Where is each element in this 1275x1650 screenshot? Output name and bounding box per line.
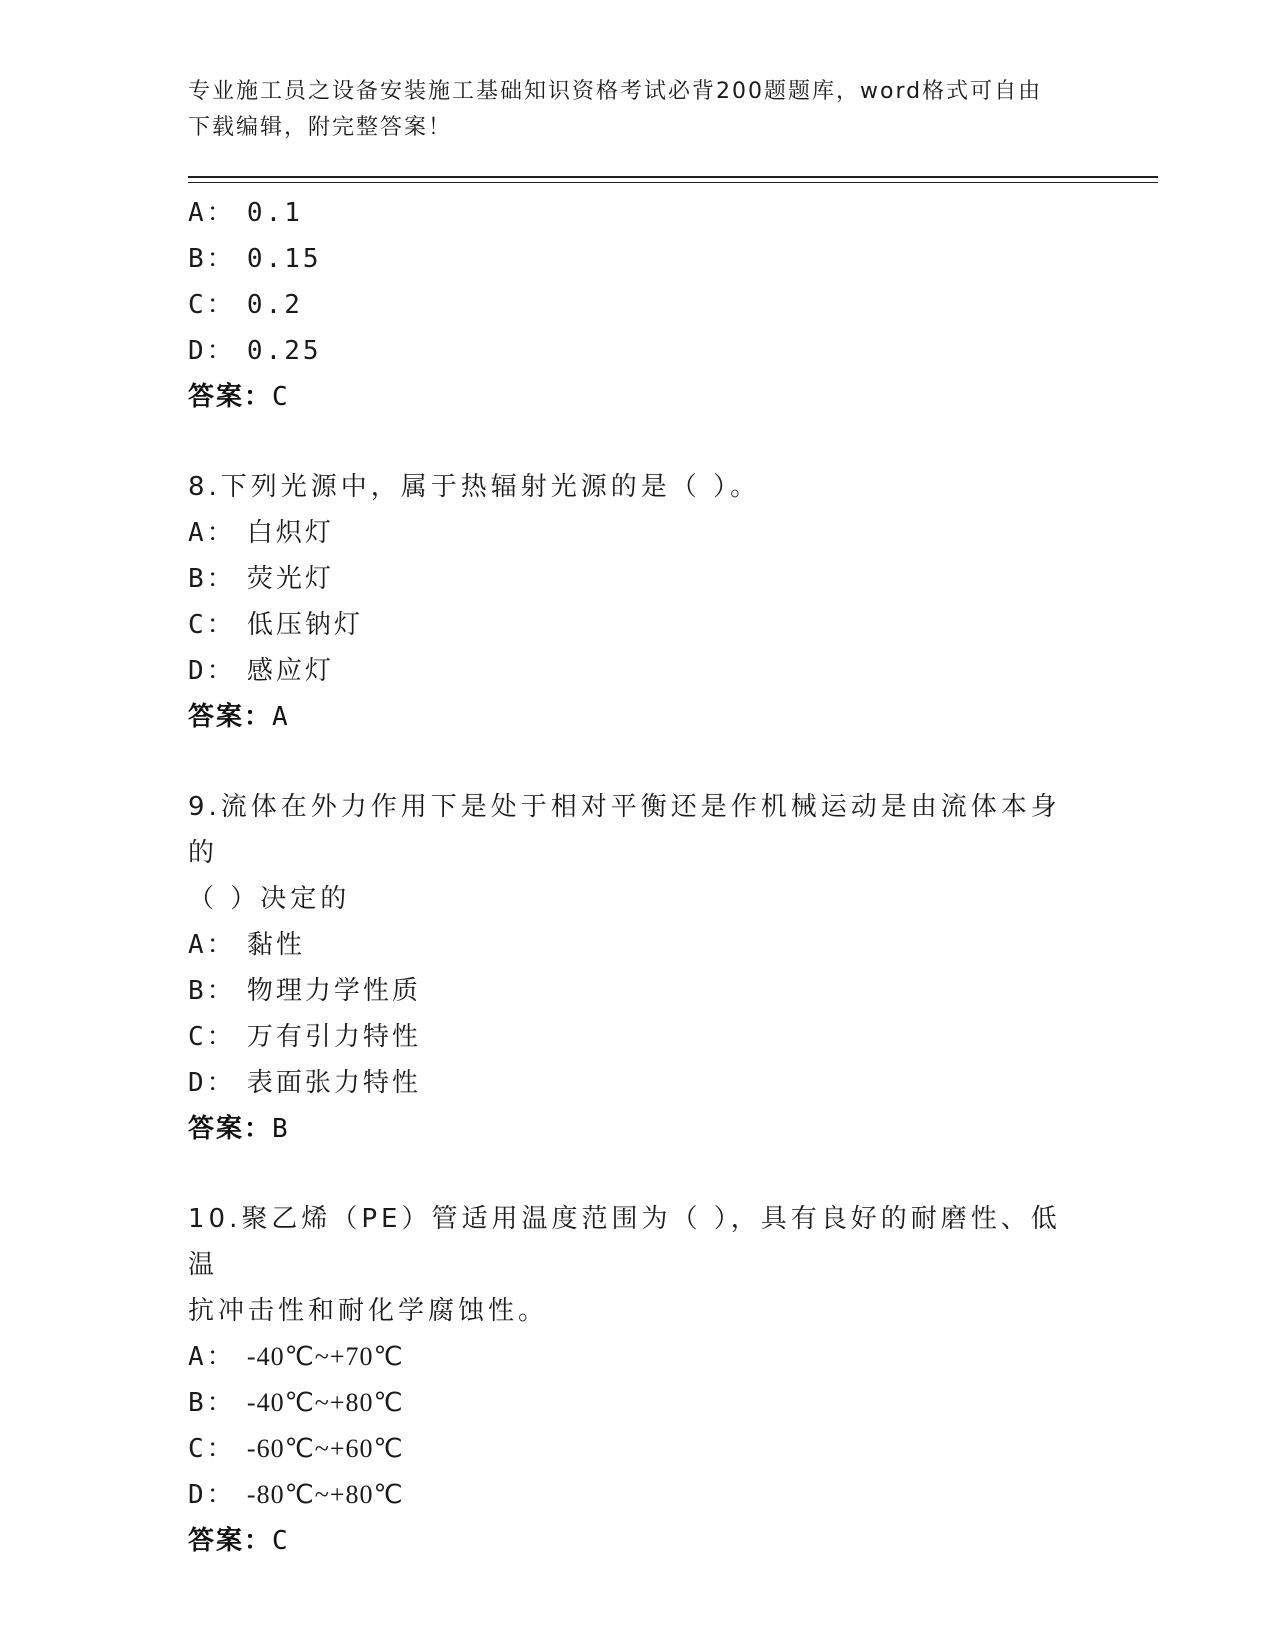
- question-list: [188, 190, 1088, 1564]
- option-label: B：: [188, 244, 236, 274]
- option-c: [188, 602, 1088, 648]
- option-label: C：: [188, 290, 236, 320]
- answer-value: B: [272, 1114, 290, 1144]
- option-label: D：: [188, 1480, 236, 1510]
- header-line-2: 下载编辑，附完整答案！: [188, 115, 453, 140]
- option-label: D：: [188, 336, 236, 366]
- option-c: [188, 1426, 1088, 1472]
- option-text: -80℃~+80℃: [246, 1480, 404, 1509]
- option-a: [188, 922, 1088, 968]
- option-text: 0.25: [246, 336, 322, 366]
- option-text: 白炽灯: [246, 518, 334, 548]
- option-label: D：: [188, 656, 236, 686]
- option-text: 物理力学性质: [246, 976, 421, 1006]
- option-text: 低压钠灯: [246, 610, 363, 640]
- option-text: 表面张力特性: [246, 1068, 421, 1098]
- answer-label: 答案：: [188, 702, 273, 732]
- spacer: [188, 420, 1088, 464]
- question-10: [188, 1196, 1088, 1564]
- option-text: 荧光灯: [246, 564, 334, 594]
- option-d: [188, 648, 1088, 694]
- header-line-1: 专业施工员之设备安装施工基础知识资格考试必背200题题库，word格式可自由: [188, 79, 1043, 104]
- option-label: A：: [188, 198, 236, 228]
- answer-value: C: [272, 382, 290, 412]
- option-a: [188, 510, 1088, 556]
- answer-value: C: [272, 1526, 290, 1556]
- option-b: [188, 556, 1088, 602]
- option-b: [188, 1380, 1088, 1426]
- option-label: C：: [188, 610, 236, 640]
- answer-line: [188, 1518, 1088, 1564]
- option-d: [188, 1472, 1088, 1518]
- option-label: B：: [188, 1388, 236, 1418]
- answer-value: A: [272, 702, 290, 732]
- question-stem-line-1: 9.流体在外力作用下是处于相对平衡还是作机械运动是由流体本身的: [188, 792, 1061, 868]
- option-b: [188, 968, 1088, 1014]
- option-label: A：: [188, 518, 236, 548]
- question-7: [188, 190, 1088, 420]
- option-text: 黏性: [246, 930, 305, 960]
- document-header: [188, 74, 1078, 146]
- option-label: B：: [188, 976, 236, 1006]
- option-label: D：: [188, 1068, 236, 1098]
- option-label: C：: [188, 1434, 236, 1464]
- answer-label: 答案：: [188, 1114, 273, 1144]
- option-text: -40℃~+70℃: [246, 1342, 404, 1371]
- answer-line: [188, 694, 1088, 740]
- header-rule-thin: [188, 182, 1158, 183]
- option-text: -40℃~+80℃: [246, 1388, 404, 1417]
- answer-label: 答案：: [188, 1526, 273, 1556]
- question-8: [188, 464, 1088, 740]
- option-label: C：: [188, 1022, 236, 1052]
- option-text: -60℃~+60℃: [246, 1434, 404, 1463]
- option-text: 0.15: [246, 244, 322, 274]
- option-d: [188, 328, 1088, 374]
- header-rule-thick: [188, 176, 1158, 178]
- option-label: A：: [188, 930, 236, 960]
- option-text: 0.1: [246, 198, 303, 228]
- option-c: [188, 1014, 1088, 1060]
- question-9: [188, 784, 1088, 1152]
- option-text: 0.2: [246, 290, 303, 320]
- answer-label: 答案：: [188, 382, 273, 412]
- question-stem: 8.下列光源中，属于热辐射光源的是（ ）。: [188, 472, 761, 502]
- option-text: 万有引力特性: [246, 1022, 421, 1052]
- question-stem-line-1: 10.聚乙烯（PE）管适用温度范围为（ ），具有良好的耐磨性、低温: [188, 1204, 1061, 1280]
- spacer: [188, 1152, 1088, 1196]
- question-stem-line-2: 抗冲击性和耐化学腐蚀性。: [188, 1296, 549, 1326]
- option-a: [188, 190, 1088, 236]
- spacer: [188, 740, 1088, 784]
- answer-line: [188, 374, 1088, 420]
- option-label: A：: [188, 1342, 236, 1372]
- question-stem-line-2: （ ）决定的: [188, 884, 351, 914]
- option-text: 感应灯: [246, 656, 334, 686]
- option-d: [188, 1060, 1088, 1106]
- option-c: [188, 282, 1088, 328]
- option-label: B：: [188, 564, 236, 594]
- answer-line: [188, 1106, 1088, 1152]
- option-b: [188, 236, 1088, 282]
- option-a: [188, 1334, 1088, 1380]
